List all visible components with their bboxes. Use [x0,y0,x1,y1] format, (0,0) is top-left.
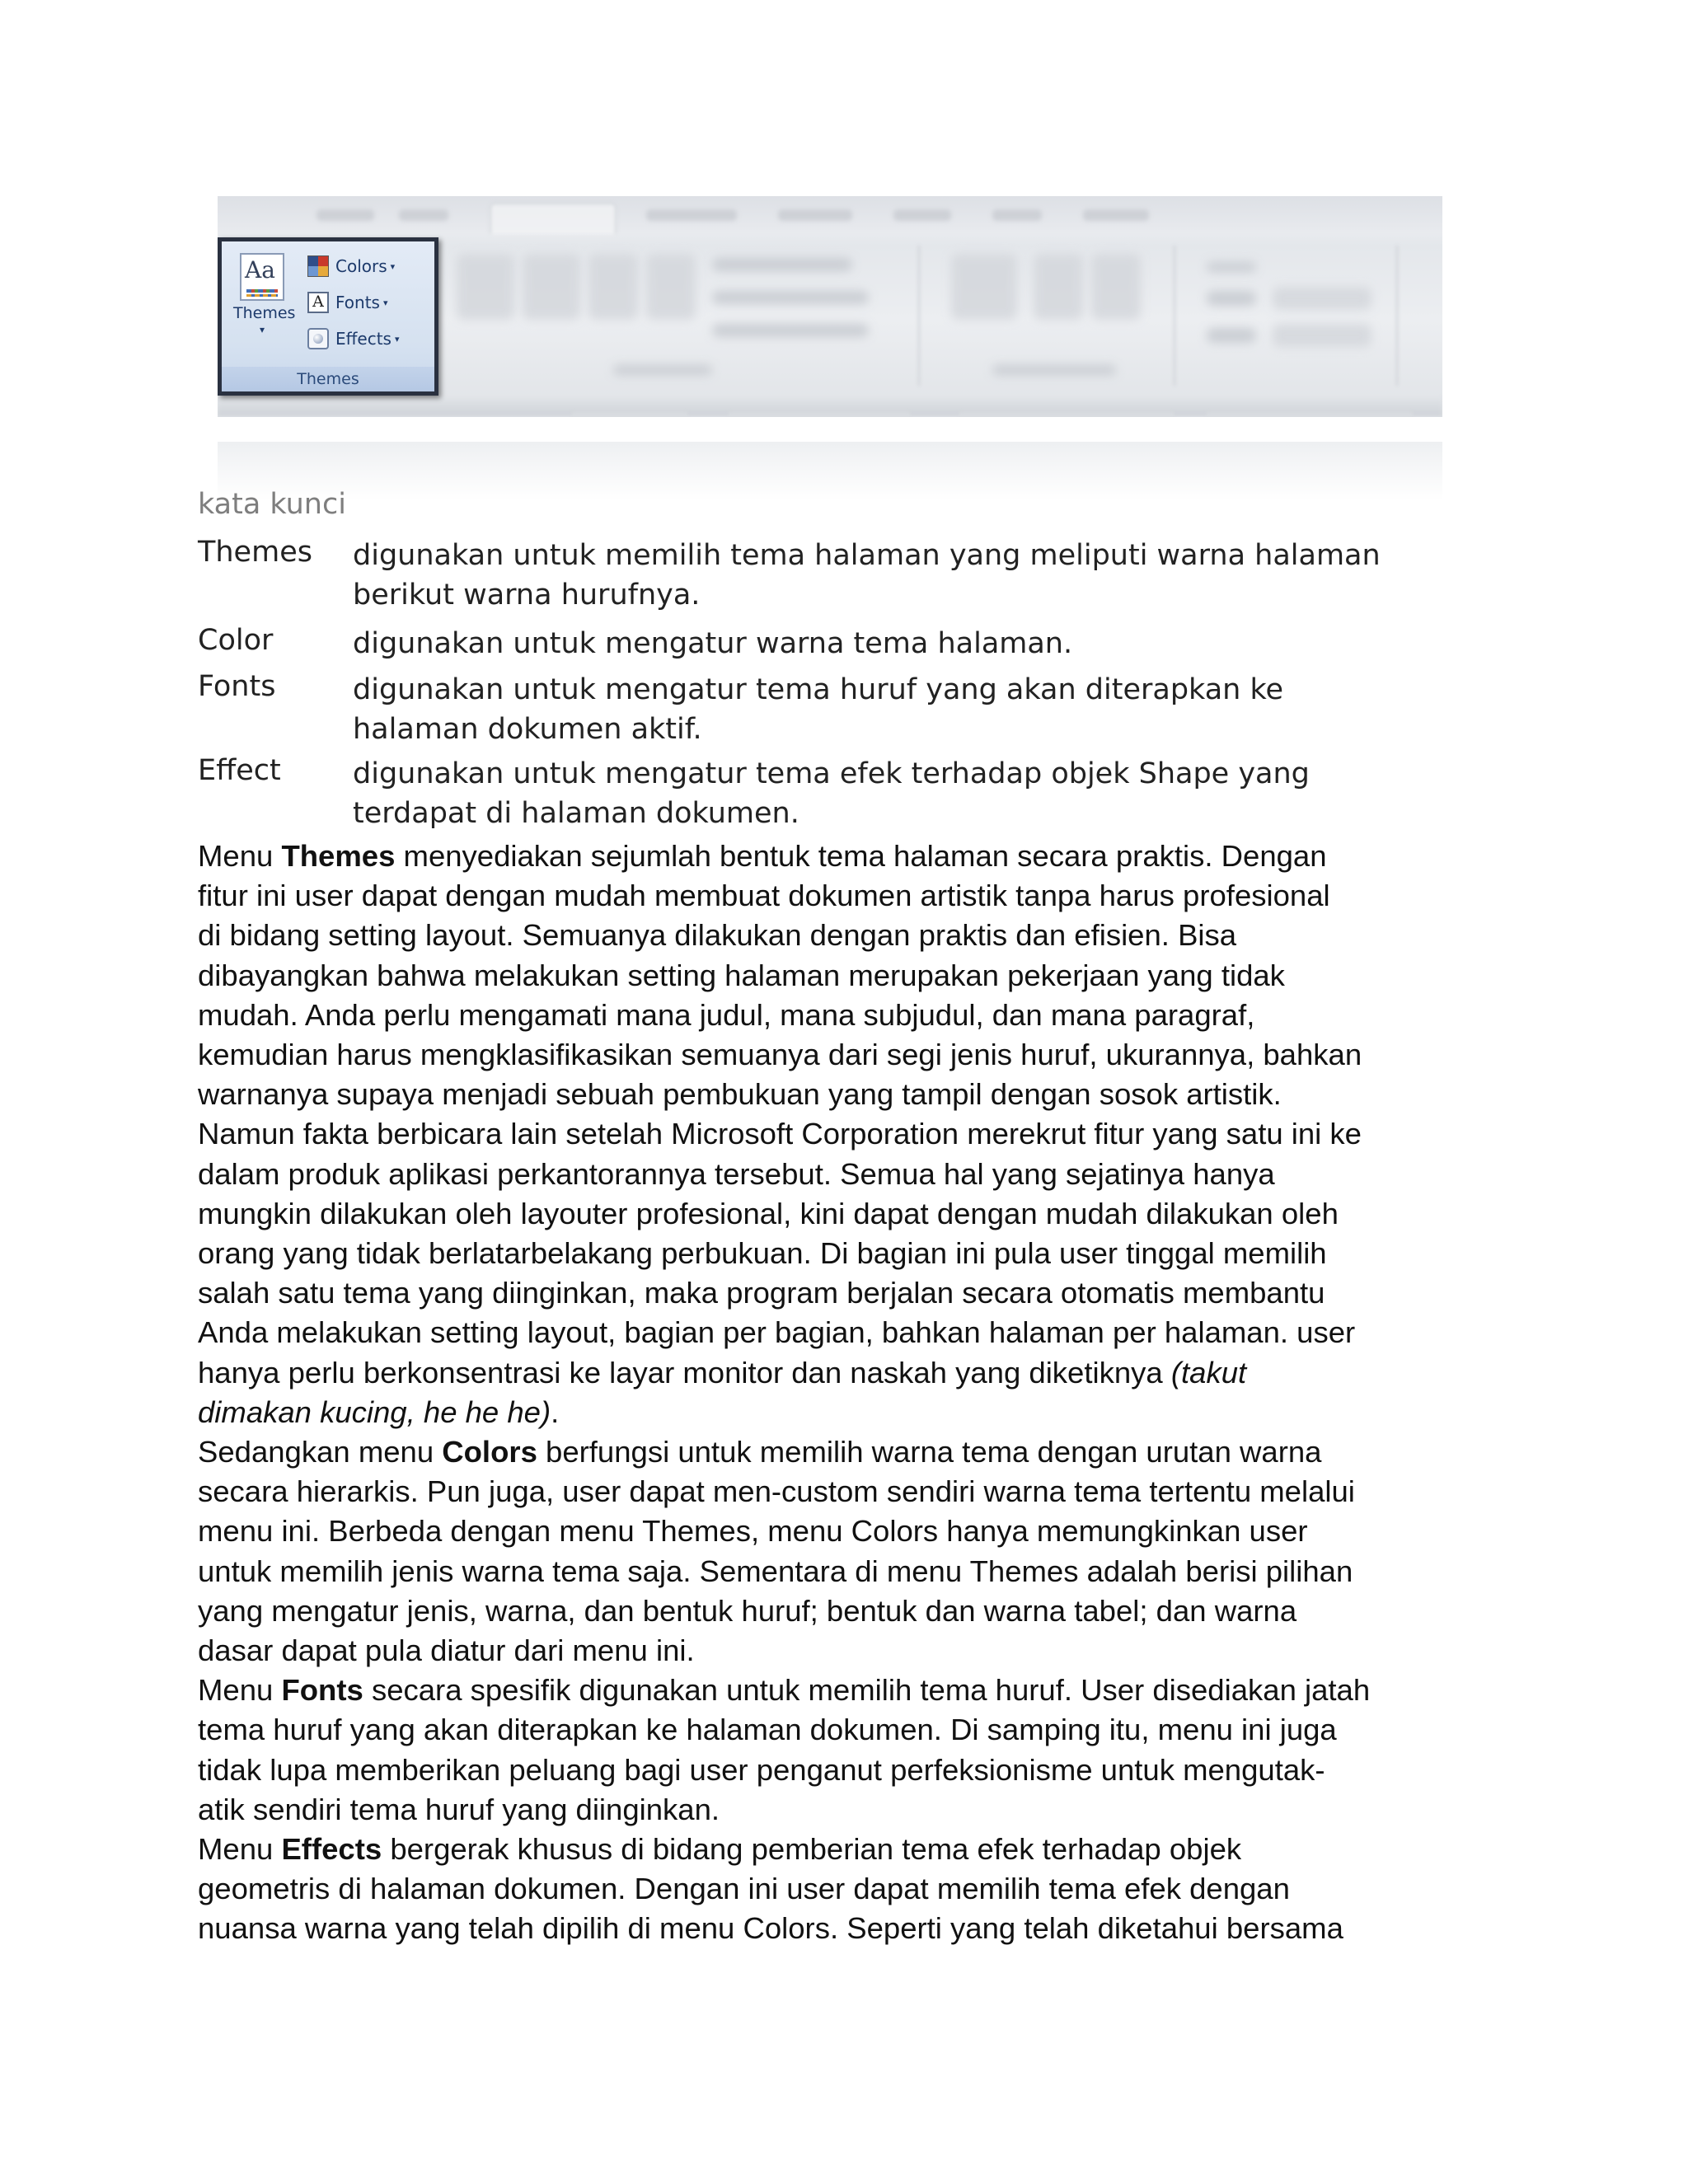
orientation-button[interactable] [523,254,580,320]
colors-button[interactable] [307,251,395,281]
paragraph-line: Anda melakukan setting layout, bagian per bagian, bahkan halaman per halaman. user [198,1315,1356,1350]
columns-button[interactable] [646,254,696,320]
paragraph-line: di bidang setting layout. Semuanya dilakukan dengan praktis dan efisien. Bisa [198,918,1237,953]
fonts-keyword: Fonts [281,1673,363,1708]
colors-keyword: Colors [442,1435,537,1469]
definition-desc [353,536,1381,615]
effects-button[interactable] [307,324,400,354]
margins-button[interactable] [457,254,514,320]
definition-line: halaman dokumen aktif. [353,713,702,746]
size-button[interactable] [588,254,638,320]
definition-term: Color [198,624,274,657]
page-color-button[interactable] [1034,254,1083,320]
themes-icon-glyph: Aa [245,256,275,284]
group-separator [1174,246,1175,386]
themes-icon-palette [246,294,278,297]
hyphenation-button[interactable] [712,324,869,337]
indent-left-label [1207,291,1256,306]
themes-button-label[interactable]: Themes [233,304,296,322]
watermark-button[interactable] [951,254,1017,320]
ribbon-tab[interactable] [316,209,374,221]
definition-desc [353,670,1283,749]
effects-button-label: Effects [335,329,392,349]
paragraph-line: atik sendiri tema huruf yang diinginkan. [198,1792,720,1826]
paragraph-line: salah satu tema yang diinginkan, maka program berjalan secara otomatis membantu [198,1276,1325,1310]
paragraph-themes-line: Menu Themes menyediakan sejumlah bentuk tema halaman secara praktis. Dengan [198,839,1327,873]
definition-line: terdapat di halaman dokumen. [353,797,799,830]
chevron-down-icon: ▾ [394,333,400,344]
ribbon-tab[interactable] [992,209,1042,221]
paragraph-line: fitur ini user dapat dengan mudah membuat dokumen artistik tanpa harus profesional [198,879,1330,913]
colors-button-label: Colors [335,256,387,276]
paragraph-line: dimakan kucing, he he he). [198,1394,560,1429]
chevron-down-icon[interactable]: ▾ [259,324,265,335]
effects-keyword: Effects [281,1832,382,1867]
paragraph-fonts-line: Menu Fonts secara spesifik digunakan untuk memilih tema huruf. User disediakan jatah [198,1673,1371,1708]
definition-desc [353,754,1310,833]
indent-right-input[interactable] [1273,324,1372,347]
paragraph-line: mungkin dilakukan oleh layouter profesional, kini dapat dengan mudah dilakukan oleh [198,1196,1339,1230]
ribbon-tab[interactable] [646,209,737,221]
paragraph-colors-line: Sedangkan menu Colors berfungsi untuk memilih warna tema dengan urutan warna [198,1435,1322,1469]
ribbon-screenshot [218,196,1442,501]
paragraph-line: dalam produk aplikasi perkantorannya tersebut. Semua hal yang sejatinya hanya [198,1156,1275,1191]
definition-line: digunakan untuk mengatur tema efek terhadap objek Shape yang [353,757,1310,790]
paragraph-line: tema huruf yang akan diterapkan ke halaman dokumen. Di samping itu, menu ini juga [198,1713,1337,1747]
breaks-button[interactable] [712,258,852,271]
definition-line: digunakan untuk mengatur tema huruf yang akan diterapkan ke [353,673,1284,706]
paragraph-line: dibayangkan bahwa melakukan setting halaman merupakan pekerjaan yang tidak [198,958,1285,992]
paragraph-line: Namun fakta berbicara lain setelah Microsoft Corporation merekrut fitur yang satu ini ke [198,1117,1362,1151]
indent-right-label [1207,328,1256,343]
paragraph-effects-line: Menu Effects bergerak khusus di bidang pemberian tema efek terhadap objek [198,1832,1242,1867]
definition-line: berikut warna hurufnya. [353,579,701,612]
paragraph-line: secara hierarkis. Pun juga, user dapat men-custom sendiri warna tema tertentu melalui [198,1474,1355,1509]
fonts-button[interactable] [307,288,388,317]
paragraph-line: hanya perlu berkonsentrasi ke layar monitor dan naskah yang diketiknya (takut [198,1355,1247,1390]
definition-term: Effect [198,754,281,787]
group-separator [918,246,920,386]
paragraph-line: orang yang tidak berlatarbelakang perbukuan. Di bagian ini pula user tinggal memilih [198,1236,1327,1271]
definition-desc [353,624,1072,663]
paragraph-line: untuk memilih jenis warna tema saja. Sementara di menu Themes adalah berisi pilihan [198,1554,1353,1588]
definition-term: Fonts [198,670,276,703]
paragraph-line: warnanya supaya menjadi sebuah pembukuan yang tampil dengan sosok artistik. [198,1077,1282,1112]
themes-icon[interactable] [240,253,284,301]
paragraph-line: dasar dapat pula diatur dari menu ini. [198,1633,695,1668]
paragraph-line: geometris di halaman dokumen. Dengan ini user dapat memilih tema efek dengan [198,1872,1290,1906]
definition-term: Themes [198,536,312,569]
italic-aside: (takut [1170,1355,1247,1390]
paragraph-line: tidak lupa memberikan peluang bagi user penganut perfeksionisme untuk mengutak- [198,1752,1325,1787]
colors-icon [307,255,329,277]
ribbon-tab[interactable] [1083,209,1149,221]
fonts-button-label: Fonts [335,293,380,312]
ribbon-tab[interactable] [893,209,951,221]
caption: kata kunci [198,488,346,521]
chevron-down-icon: ▾ [382,297,388,308]
paragraph-line: kemudian harus mengklasifikasikan semuanya dari segi jenis huruf, ukurannya, bahkan [198,1038,1362,1072]
ribbon-tab-page-layout[interactable] [490,203,617,234]
paragraph-line: mudah. Anda perlu mengamati mana judul, mana subjudul, dan mana paragraf, [198,997,1255,1032]
page-background-label [992,365,1116,375]
effects-icon [307,328,329,349]
paragraph-line: yang mengatur jenis, warna, dan bentuk huruf; bentuk dan warna tabel; dan warna [198,1593,1297,1628]
body-text [198,837,1500,1949]
definition-line: digunakan untuk mengatur warna tema halaman. [353,627,1073,660]
ribbon-tab[interactable] [399,209,448,221]
themes-keyword: Themes [281,839,396,873]
themes-icon-palette [246,289,278,293]
paragraph-line: menu ini. Berbeda dengan menu Themes, menu Colors hanya memungkinkan user [198,1514,1308,1549]
ribbon-tab[interactable] [778,209,852,221]
definition-line: digunakan untuk memilih tema halaman yang meliputi warna halaman [353,539,1381,572]
group-separator [1396,246,1398,386]
paragraph-line: nuansa warna yang telah dipilih di menu Colors. Seperti yang telah diketahui bersama [198,1911,1343,1946]
indent-left-input[interactable] [1273,287,1372,310]
indent-label [1207,262,1256,272]
themes-group-label: Themes [222,367,434,391]
italic-aside: dimakan kucing, he he he) [198,1394,551,1429]
chevron-down-icon: ▾ [390,260,396,272]
document-area [218,417,1442,442]
themes-group [218,237,438,396]
fonts-icon: A [307,292,329,313]
line-numbers-button[interactable] [712,291,869,304]
page-borders-button[interactable] [1091,254,1141,320]
page-setup-label [613,365,712,375]
